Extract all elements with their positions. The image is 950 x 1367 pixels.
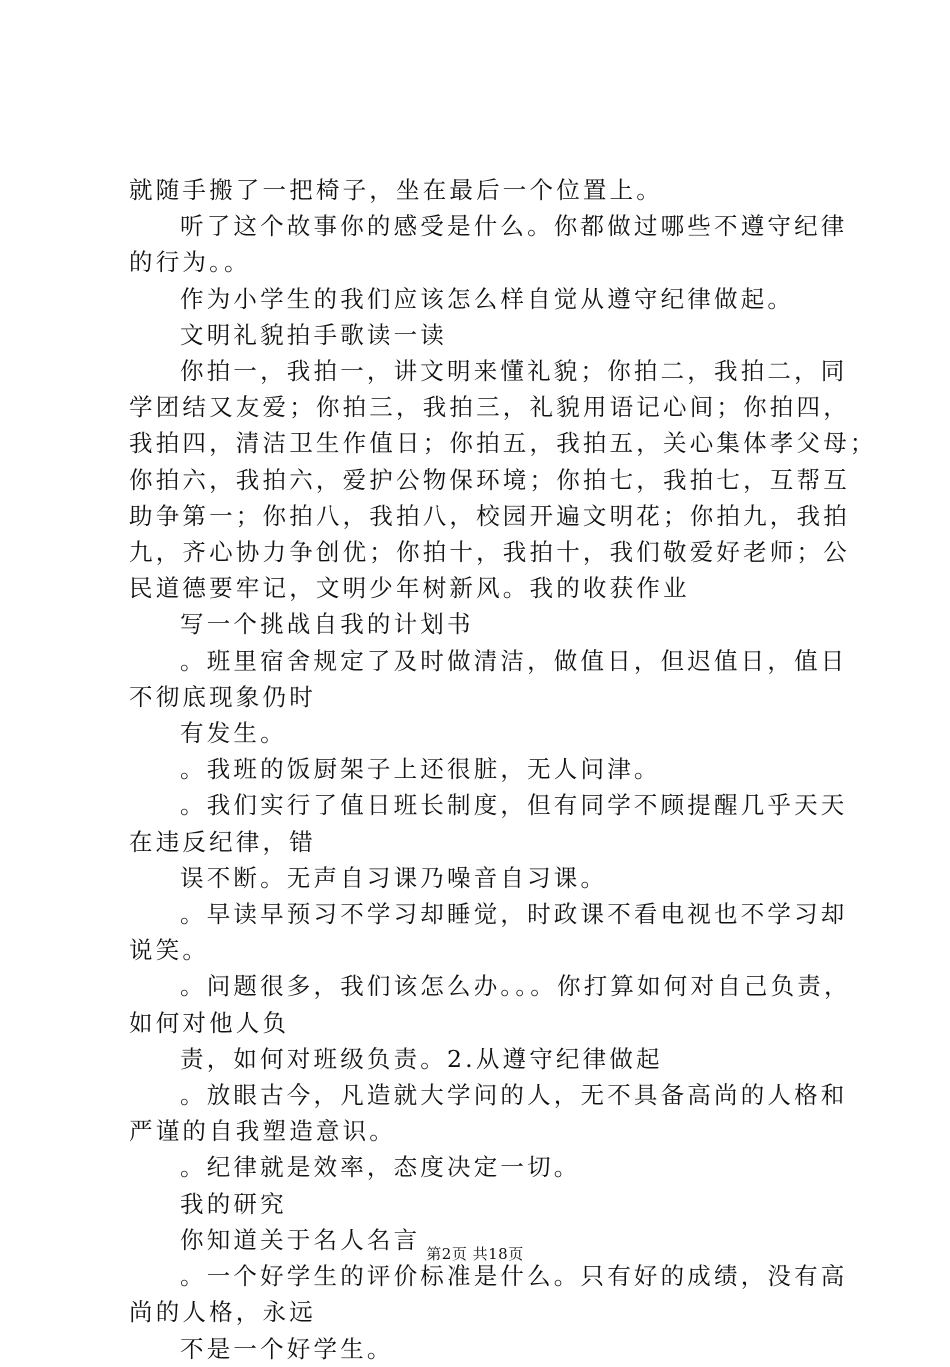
text-line: 。纪律就是效率，态度决定一切。: [180, 1153, 581, 1182]
text-line: 文明礼貌拍手歌读一读: [180, 320, 447, 349]
text-line: 责，如何对班级负责。2.从遵守纪律做起: [180, 1044, 663, 1073]
text-line: 民道德要牢记，文明少年树新风。我的收获作业: [129, 574, 690, 603]
text-line: 严谨的自我塑造意识。: [129, 1117, 396, 1146]
text-line: 就随手搬了一把椅子，坐在最后一个位置上。: [129, 176, 663, 204]
document-body: [129, 172, 877, 1367]
text-line: 。问题很多，我们该怎么办。。。你打算如何对自己负责，: [180, 972, 851, 1001]
page-footer: 第2页 共18页: [426, 1245, 524, 1263]
text-line: 助争第一；你拍八，我拍八，校园开遍文明花；你拍九，我拍: [129, 501, 850, 530]
text-line: 听了这个故事你的感受是什么。你都做过哪些不遵守纪律: [180, 212, 848, 241]
text-line: 不是一个好学生。: [180, 1334, 394, 1363]
text-line: 。我班的饭厨架子上还很脏，无人问津。: [180, 755, 661, 784]
text-line: 误不断。无声自习课乃噪音自习课。: [180, 863, 608, 892]
text-line: 。我们实行了值日班长制度，但有同学不顾提醒几乎天天: [180, 791, 848, 820]
text-line: 写一个挑战自我的计划书: [180, 610, 474, 639]
text-line: 作为小学生的我们应该怎么样自觉从遵守纪律做起。: [180, 284, 795, 313]
text-line: 。早读早预习不学习却睡觉，时政课不看电视也不学习却: [180, 900, 848, 929]
text-line: 尚的人格，永远: [129, 1298, 316, 1327]
text-line: 在违反纪律，错: [129, 827, 316, 856]
text-line: 你知道关于名人名言: [180, 1225, 421, 1254]
text-line: 九，齐心协力争创优；你拍十，我拍十，我们敬爱好老师；公: [129, 538, 850, 567]
text-line: 说笑。: [129, 936, 210, 965]
text-line: 你拍一，我拍一，讲文明来懂礼貌；你拍二，我拍二，同: [180, 357, 848, 386]
text-line: 我拍四，清洁卫生作值日；你拍五，我拍五，关心集体孝父母；: [129, 429, 877, 458]
text-line: 的行为。。: [129, 248, 251, 277]
text-line: 不彻底现象仍时: [129, 682, 316, 711]
text-line: 有发生。: [180, 719, 287, 748]
text-line: 。班里宿舍规定了及时做清洁，做值日，但迟值日，值日: [180, 646, 848, 675]
text-line: 如何对他人负: [129, 1008, 290, 1037]
text-line: 你拍六，我拍六，爱护公物保环境；你拍七，我拍七，互帮互: [129, 465, 850, 494]
text-line: 我的研究: [180, 1189, 287, 1218]
text-line: 学团结又友爱；你拍三，我拍三，礼貌用语记心间；你拍四，: [129, 393, 850, 422]
text-line: 。一个好学生的评价标准是什么。只有好的成绩，没有高: [180, 1262, 848, 1291]
text-line: 。放眼古今，凡造就大学问的人，无不具备高尚的人格和: [180, 1081, 848, 1110]
